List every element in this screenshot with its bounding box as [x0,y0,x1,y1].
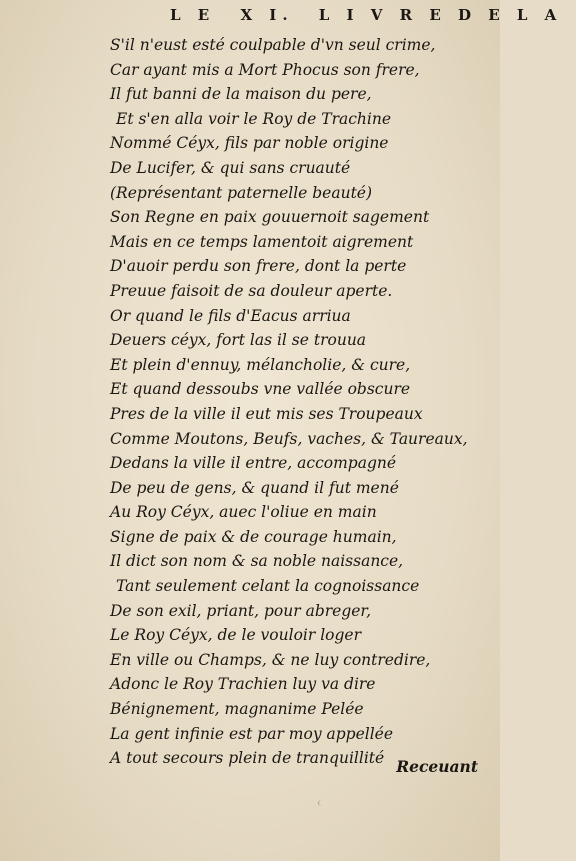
verse-line: De peu de gens, & quand il fut mené [110,478,399,497]
verse-line: De Lucifer, & qui sans cruauté [110,158,351,177]
verse-line: Pres de la ville il eut mis ses Troupeaux [110,404,423,423]
verse-line: Son Regne en paix gouuernoit sagement [110,208,430,227]
verse-line: Et s'en alla voir le Roy de Trachine [116,109,392,128]
header-chapter: X I. [240,6,294,24]
verse-line: Il fut banni de la maison du pere, [110,85,372,104]
verse-line: Adonc le Roy Trachien luy va dire [110,675,376,694]
header-left: L E [170,6,216,24]
verse-line: Dedans la ville il entre, accompagné [110,454,397,473]
paper-blemish [318,800,325,806]
catchword: Receuant [396,757,478,776]
verse-line: De son exil, priant, pour abreger, [110,601,372,620]
verse-line: En ville ou Champs, & ne luy contredire, [110,650,431,669]
verse-line: La gent infinie est par moy appellée [110,724,394,743]
verse-line: Or quand le fils d'Eacus arriua [110,306,351,325]
verse-line: Deuers céyx, fort las il se trouua [110,331,367,350]
verse-block [110,33,490,771]
verse-line: Signe de paix & de courage humain, [110,527,397,546]
verse-line: Comme Moutons, Beufs, vaches, & Taureaux, [110,429,468,448]
verse-line: Car ayant mis a Mort Phocus son frere, [110,60,420,79]
verse-line: Preuue faisoit de sa douleur aperte. [110,281,393,300]
verse-line: Et plein d'ennuy, mélancholie, & cure, [110,355,411,374]
verse-line: S'il n'eust esté coulpable d'vn seul crime, [110,36,436,54]
header-right: L I V R E D E L A [318,6,563,24]
verse-line: D'auoir perdu son frere, dont la perte [110,257,407,276]
verse-line: Bénignement, magnanime Pelée [110,700,364,719]
verse-line: Tant seulement celant la cognoissance [116,577,420,596]
verse-line: Il dict son nom & sa noble naissance, [110,552,404,571]
verse-line: Nommé Céyx, fils par noble origine [110,134,389,153]
verse-line: Au Roy Céyx, auec l'oliue en main [110,503,377,522]
verse-line: Mais en ce temps lamentoit aigrement [110,232,414,251]
verse-line: (Représentant paternelle beauté) [110,183,373,202]
verse-line: Le Roy Céyx, de le vouloir loger [110,626,361,645]
verse-line: A tout secours plein de tranquillité [110,749,385,768]
verse-line: Et quand dessoubs vne vallée obscure [110,380,411,399]
running-header [170,6,563,24]
